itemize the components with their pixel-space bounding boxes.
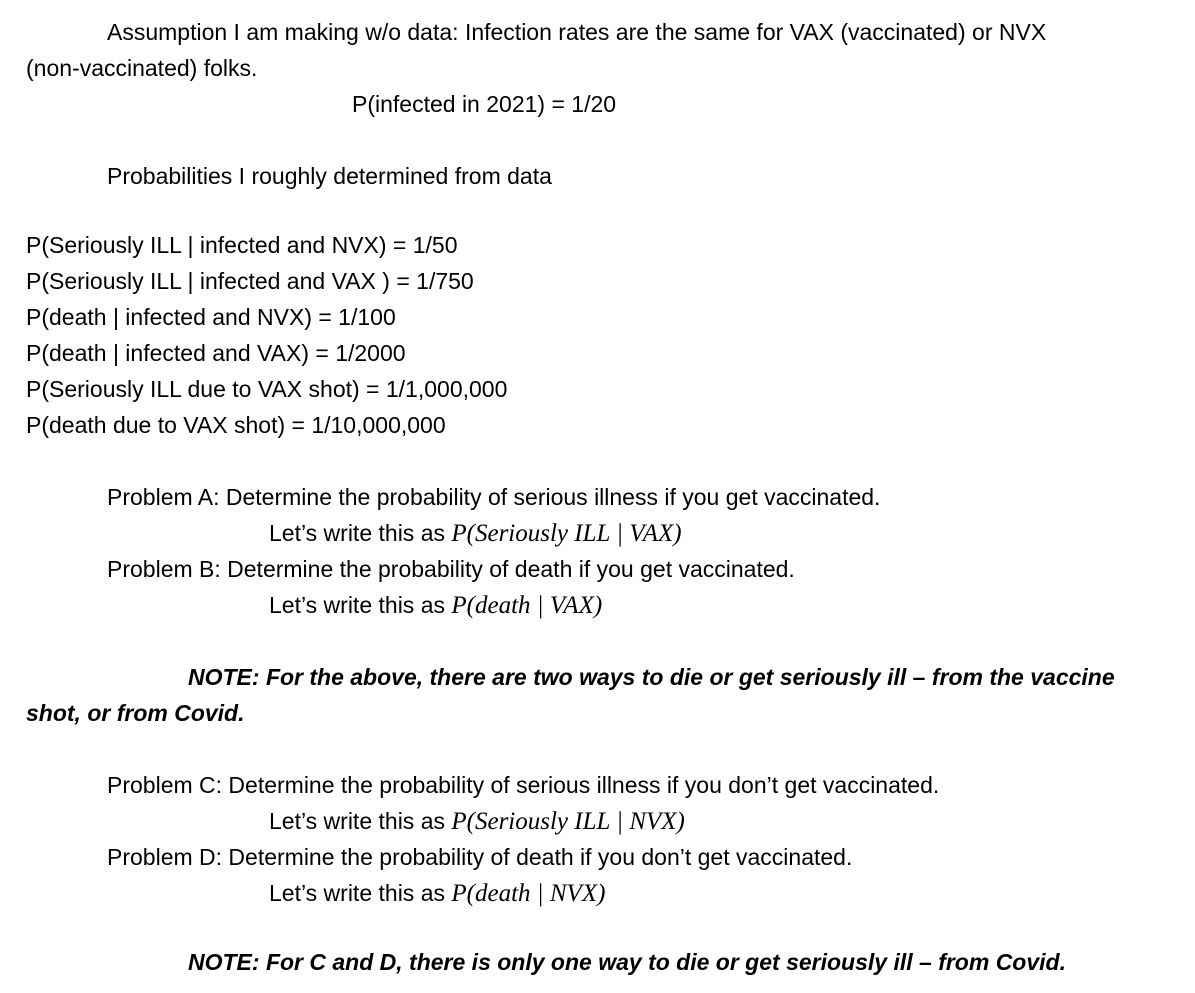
probability-death-nvx: P(death | infected and NVX) = 1/100 [26, 304, 396, 330]
math-expression: P(death | VAX) [451, 592, 603, 619]
math-expression: P(death | NVX) [451, 880, 606, 907]
note-2: NOTE: For C and D, there is only one way to die or get seriously ill – from Covid. [188, 949, 1066, 975]
problem-d-notation [269, 875, 605, 912]
note-1-line-2: shot, or from Covid. [26, 700, 245, 726]
probability-death-vax: P(death | infected and VAX) = 1/2000 [26, 340, 406, 366]
problem-a: Problem A: Determine the probability of serious illness if you get vaccinated. [107, 484, 881, 510]
probability-ill-vax: P(Seriously ILL | infected and VAX ) = 1/750 [26, 268, 474, 294]
problem-b: Problem B: Determine the probability of death if you get vaccinated. [107, 556, 795, 582]
notation-lead: Let’s write this as [269, 880, 452, 906]
assumption-line-1: Assumption I am making w/o data: Infection rates are the same for VAX (vaccinated) or NVX [107, 19, 1047, 45]
problem-a-notation [269, 515, 682, 552]
notation-lead: Let’s write this as [269, 592, 452, 618]
problem-c-notation [269, 803, 685, 840]
problem-b-notation [269, 587, 602, 624]
problem-c: Problem C: Determine the probability of serious illness if you don’t get vaccinated. [107, 772, 940, 798]
notation-lead: Let’s write this as [269, 520, 452, 546]
infection-probability-formula: P(infected in 2021) = 1/20 [352, 91, 617, 117]
notation-lead: Let’s write this as [269, 808, 452, 834]
probability-death-shot: P(death due to VAX shot) = 1/10,000,000 [26, 412, 446, 438]
problem-d: Problem D: Determine the probability of death if you don’t get vaccinated. [107, 844, 853, 870]
assumption-line-2: (non-vaccinated) folks. [26, 55, 258, 81]
data-heading: Probabilities I roughly determined from data [107, 163, 552, 189]
probability-ill-shot: P(Seriously ILL due to VAX shot) = 1/1,000,000 [26, 376, 508, 402]
probability-ill-nvx: P(Seriously ILL | infected and NVX) = 1/50 [26, 232, 458, 258]
note-1-line-1: NOTE: For the above, there are two ways to die or get seriously ill – from the vaccine [188, 664, 1115, 690]
math-expression: P(Seriously ILL | NVX) [451, 808, 685, 835]
math-expression: P(Seriously ILL | VAX) [451, 520, 682, 547]
